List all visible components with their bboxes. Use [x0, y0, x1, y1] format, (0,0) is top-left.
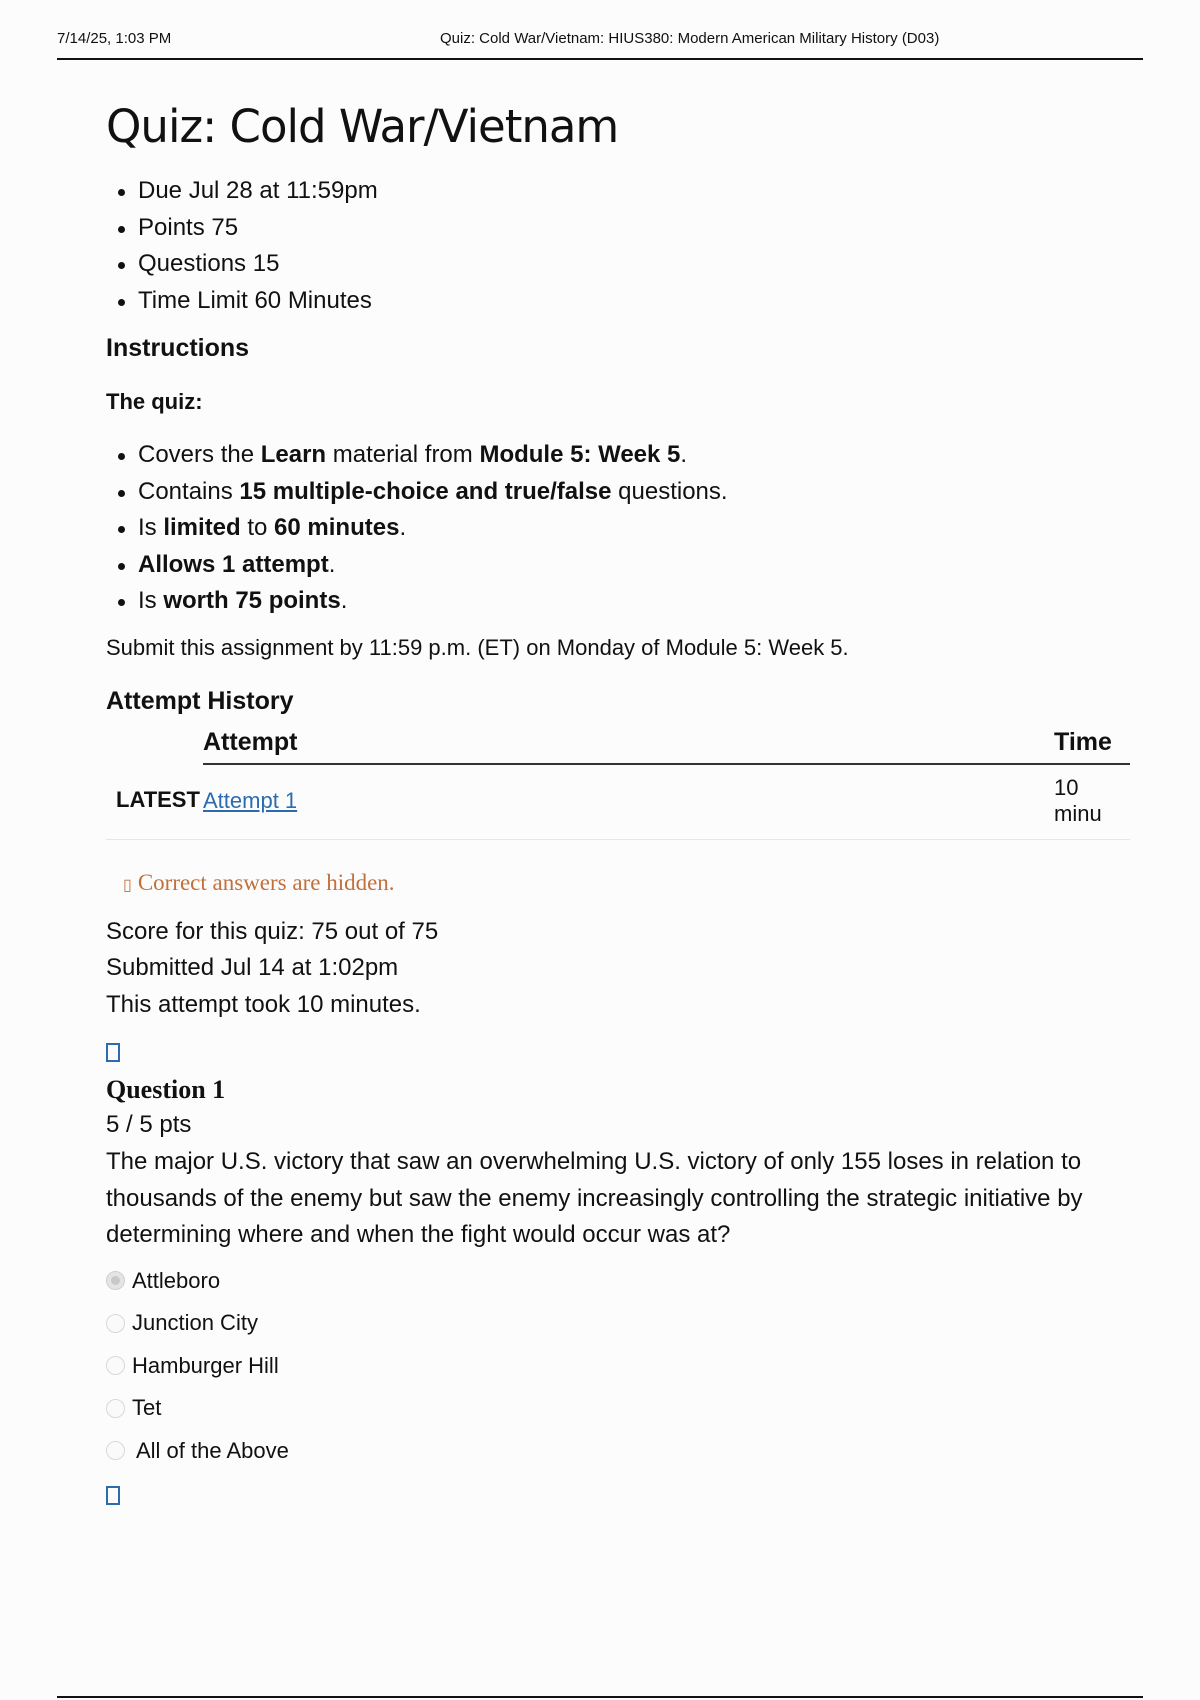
- answer-label: Tet: [132, 1395, 162, 1421]
- radio-button[interactable]: [106, 1356, 125, 1375]
- answer-label: Attleboro: [132, 1267, 221, 1293]
- meta-due-value: Jul 28 at 11:59pm: [188, 177, 378, 204]
- meta-points-value: 75: [211, 213, 239, 241]
- answer-option[interactable]: [106, 1387, 1130, 1430]
- history-header-blank: [106, 726, 203, 764]
- answer-label: Hamburger Hill: [132, 1352, 279, 1378]
- correct-answers-hidden-notice: [106, 870, 1130, 896]
- meta-due: [106, 173, 1130, 210]
- question-1-title: Question 1: [106, 1075, 226, 1104]
- question-flag-icon[interactable]: [106, 1486, 120, 1505]
- meta-time-limit: [106, 283, 1130, 320]
- answer-option[interactable]: [106, 1302, 1130, 1345]
- print-datetime: 7/14/25, 1:03 PM: [57, 30, 172, 47]
- table-row: [106, 764, 1130, 840]
- radio-button[interactable]: [106, 1399, 125, 1418]
- question-1-answers: [106, 1260, 1130, 1473]
- print-footer-line: [57, 1696, 1143, 1698]
- info-icon: ▯: [123, 876, 132, 894]
- instructions-heading: Instructions: [106, 334, 250, 362]
- quiz-content: [106, 95, 1130, 1510]
- print-header: [57, 28, 1143, 60]
- meta-questions-value: 15: [252, 250, 280, 277]
- answer-option[interactable]: [106, 1430, 1130, 1473]
- meta-due-label: Due: [138, 177, 183, 204]
- answer-option[interactable]: [106, 1345, 1130, 1388]
- meta-time-limit-value: 60 Minutes: [254, 286, 372, 314]
- radio-button-selected[interactable]: [106, 1271, 125, 1290]
- meta-points: [106, 210, 1130, 247]
- rule-contains: Contains 15 multiple-choice and true/false questions.: [106, 474, 1130, 511]
- latest-tag: LATEST: [106, 764, 203, 840]
- instructions-rules: [106, 437, 1130, 620]
- attempt-time: 10 minu: [1054, 764, 1130, 840]
- radio-button[interactable]: [106, 1441, 125, 1460]
- rule-limited: Is limited to 60 minutes.: [106, 510, 1130, 547]
- history-header-time: Time: [1054, 726, 1130, 764]
- attempt-duration: This attempt took 10 minutes.: [106, 990, 421, 1018]
- attempt-history-heading: Attempt History: [106, 686, 294, 715]
- score-summary: [106, 914, 1130, 1024]
- attempt-1-link[interactable]: Attempt 1: [203, 787, 298, 813]
- attempt-history-table: [106, 726, 1130, 840]
- history-header-attempt: Attempt: [203, 726, 1054, 764]
- rule-worth: Is worth 75 points.: [106, 583, 1130, 620]
- meta-questions-label: Questions: [138, 250, 247, 277]
- question-1-text: The major U.S. victory that saw an overwhelming U.S. victory of only 155 loses in relation to thousands of the enemy but saw the enemy increasingly controlling the strategic initiative by determining where and when the fight would occur was at?: [106, 1148, 1083, 1248]
- submitted-time: Submitted Jul 14 at 1:02pm: [106, 954, 399, 981]
- question-1-points: 5 / 5 pts: [106, 1111, 192, 1138]
- page-title: Quiz: Cold War/Vietnam: [106, 100, 619, 153]
- hidden-note-text: Correct answers are hidden.: [137, 869, 395, 895]
- print-page-title: Quiz: Cold War/Vietnam: HIUS380: Modern American Military History (D03): [440, 30, 940, 47]
- answer-label: Junction City: [132, 1310, 258, 1336]
- meta-time-limit-label: Time Limit: [138, 286, 248, 314]
- answer-option[interactable]: [106, 1260, 1130, 1303]
- answer-label: All of the Above: [136, 1437, 289, 1463]
- question-flag-icon[interactable]: [106, 1043, 120, 1062]
- instructions-intro: The quiz:: [106, 389, 203, 414]
- rule-covers: Covers the Learn material from Module 5: Week 5.: [106, 437, 1130, 474]
- submit-note: Submit this assignment by 11:59 p.m. (ET) on Monday of Module 5: Week 5.: [106, 634, 849, 660]
- quiz-meta-list: [106, 173, 1130, 319]
- attempt-cell: [203, 764, 1054, 840]
- rule-attempts: Allows 1 attempt.: [106, 547, 1130, 584]
- meta-questions: [106, 246, 1130, 283]
- radio-button[interactable]: [106, 1314, 125, 1333]
- quiz-score: Score for this quiz: 75 out of 75: [106, 917, 439, 945]
- meta-points-label: Points: [138, 213, 205, 241]
